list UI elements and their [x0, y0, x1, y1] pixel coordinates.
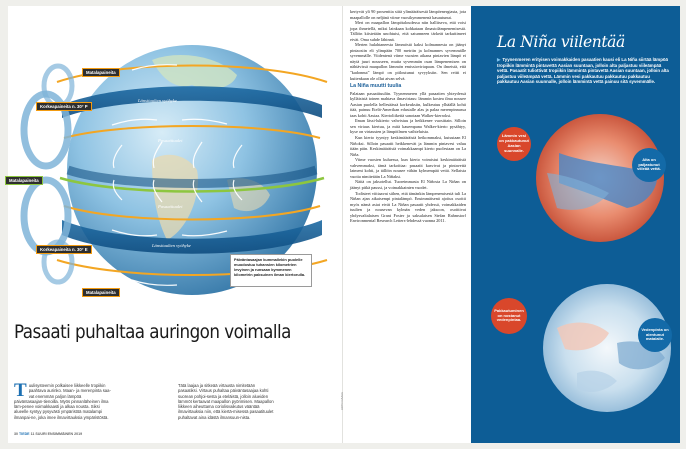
sidebar-lead: [497, 57, 669, 85]
sidebar-title: La Niña viilentää: [497, 33, 625, 51]
tag-low-pressure-mid: Matalapaineita: [5, 176, 43, 185]
tag-high-pressure-30n: Korkeapaineita n. 30° P: [36, 102, 92, 111]
globe-caption: Päiväntasaajan kummallekin puolelle muodostuu tuhansien kilometrien levyinen ja runsaan kymmenen kilometrin paksuinen ilman kiertorulla.: [230, 254, 312, 287]
footer-page-number: 30: [14, 432, 18, 436]
mid-paragraph-9: Todisteet viittaavat siihen, että tämänkin lämpenemisestä tuli La Niñan ajan aikaisempi pintalämpö. Ensimmäisenä ajoitus osoitti myös nämä asiat eivät La Niñan pasaatit yhdessä, voimakkaiden tuulien ja nousevan kylmän veden jaksoon, osoittivat yhdysvaltalaisen Grant Foster ja saksalaisen Stefan Rahmstorf Environmental Research Letters-lehdessä vuonna 2011.: [350, 190, 466, 224]
section-heading: La Niña muutti tuulia: [350, 83, 402, 90]
callout-sea-level-drop: Vedenpinta on alentunut matalalle.: [638, 318, 672, 352]
intro-column-1: [14, 380, 112, 420]
footer-issue: 11 SUURI ENSIMMÄINEN 2019: [30, 432, 83, 436]
callout-cool-water: Alta on paljastunut viileää vettä.: [632, 148, 666, 182]
mid-paragraph-1: kertyvät yli 90 prosenttia siitä ylimääräisestä lämpöenergiasta, jota maapallolle on neljänä viime vuosikymmenenä kasautunut.: [350, 9, 466, 20]
mid-paragraph-8: Näitä on jaksotellut. Tuoreimmasta El Niñosta La Niñan on jäänyt pitkä paussi, ja voimakkainten vuodet.: [350, 179, 466, 190]
belt-label-trade-south: Pasaatituulet: [158, 204, 183, 209]
tag-low-pressure-top: Matalapaineita: [82, 68, 120, 77]
mid-paragraph-2: Meri on maapallon lämpötaloudessa niin hallitseva, että voisi jopa ihmetellä, miksi lainkaan kohkataan ilmastolämpenemisestä. Tällöin kiistetään unohtuisi, että saturnneen tärkeät tarkuttimeet eivät. Oma suhde lähinnä.: [350, 20, 466, 42]
page-footer: [14, 432, 82, 436]
article-headline: Pasaati puhaltaa auringon voimalla: [14, 322, 291, 343]
mid-paragraph-4: Palataan pasaatituuliin. Tyynenmeren yllä pasaatien yhteydessä kylläisistä toinen mahtava ilmavirtaus: lämmin kostea ilma nousee Aasian puolella hellesäässä korkeuksiin, kulkeutuu ylhäällä kohti itää, painuu Etelä-Amerikan edustalle alas ja palaa merenpinnassa taas kohti Aasiaa. Kiertoliikettä sanotaan Walker-kierroksi.: [350, 90, 466, 118]
tag-low-pressure-bottom: Matalapaineita: [82, 288, 120, 297]
globe-illustration: [2, 30, 332, 298]
sidebar-lead-text: Tyynenmeren erityisen voimakkaiden pasaatien kausi eli La Niña siirtää lämpöä tropiikin lämmintä pintavettä Aasian suuntaan, jolloin alta paljastuu viileämpää vettä. Pasaatit tuliottivät tropiikin lämmintä pintavettä Aasian suuntaan, jolloin alta paljastuu viileämpää vettä. Lämmin vesi pakkautuu pakkautuu pakkautuu pakkautuu Aasian suunnalle, jolloin lämmintä vettä painuu sitä syvemmälle.: [497, 57, 669, 85]
drop-cap: T: [14, 380, 27, 401]
belt-label-trade-north: Pasaatituulet: [158, 138, 183, 143]
arrow-icon: ▶: [497, 57, 501, 62]
belt-label-westerlies-south: Länsituulten vyöhyke: [152, 243, 191, 248]
intro-column-2: Tätä laajaa ja sitkeää virtausta nimitetään pasaatiksi. Virtaus puhaltaa päiväntasaajaa kohti suorean pohjoi-sesta ja eteläistä, jolloin alueiden lämmöt kertaavat maapallon pyörimisen. Maapallon liikkeen aiheuttama coriolisvaikutus vääntää ilmavirtauksia niin, että kiertä-misessä pasaatituulet puhaltavat aina idästä ilmansuun-nista.: [178, 383, 274, 420]
mid-paragraph-6: Kun kierto tyyntyy keskimääräistä heikommaksi, kutsutaan El Niñoksi. Silloin pasaatit heikkenevät ja lämmin pintavesi valuu itään päin. Keskimääräistä voimakkaampi kierto puolestaan on La Niña.: [350, 135, 466, 157]
middle-article-text: [350, 9, 466, 224]
photo-credit: ARTO RAAHE: [340, 391, 344, 410]
intro-text-1: uulisysteemin polkaisee liikkeelle tropiikin paahtava aurinko. Maan- ja merenpinta saa-vat enemmän paljon lämpöä päiväntasaajan-tienoilla. Myös pinnanläheinen ilma läm-penee voimakkaasti ja alkaa nousta. Siksi alueelle syntyy pysyvästi ympäristöä matalampi ilmanpai-ne, joka imee ilmavirtauksia ympäristöstä.: [14, 383, 111, 420]
mid-paragraph-3: Merten hulahtaneesta lämmöstä kaksi kolmannesta on jäänyt pintaosiin eli ylimpään 700 metriin ja kolmannes syvemmälle syvemmälle. Viidentenä viime vuosien aikana pintavien lämpö ei näytä juuri nousseen, mutta syvemmän osan lämpenemisen on nähtävissä maapallon lämmön emissiovirtapaan. On ilmeistä, että "kadonnut" lämpö on piiloutunut syvyyksiin. Sen reitti ei kuitenkaan ole ollut aivan selvä.: [350, 42, 466, 81]
mid-paragraph-7: Viime vuosien kuluessa, kun kierto voimistui keskimääräistä vahvemmaksi, tämä tarkoittaa: pasaatit kasvivat ja pintavettä laimeni kohti, ja tällöin nousee vähän kylmempää vettä. Sellaista vuotta nimitetään La Niñaksi.: [350, 157, 466, 179]
tag-high-pressure-30s: Korkeapaineita n. 30° E: [36, 245, 92, 254]
callout-warm-water: Lämmin vesi on pakkautunut Aasian suunnalle.: [497, 127, 531, 161]
belt-label-westerlies-north: Länsituulten vyöhyke: [138, 98, 177, 103]
callout-sea-level-rise: Pakkautuminen on nostanut vedenpintaa.: [491, 298, 527, 334]
mid-paragraph-5: Ilman lässi-lukierto vahvistuu ja heikkenee vuosittain. Silloin sen virtaus kiertuu, ja mitä kauempana Walker-kierto pysähtyy, kyse on virtausten ja lämpöilmen vaihteluista.: [350, 118, 466, 135]
footer-magazine: TIEDE: [19, 432, 30, 436]
